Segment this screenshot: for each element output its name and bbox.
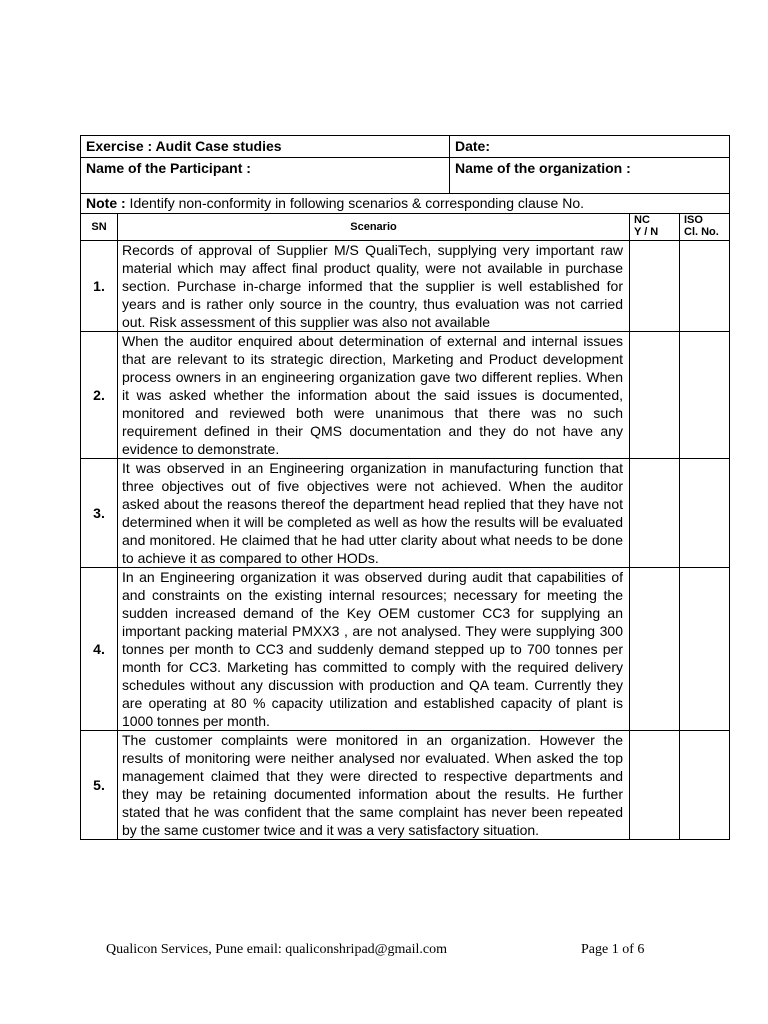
row-scenario: [118, 568, 630, 731]
scenario-text: It was observed in an Engineering organization in manufacturing function that three objectives out of five objectives were not achieved. When the auditor asked about the reasons thereof the department head replied that they have not determined when it will be completed as well as how the results will be evaluated and monitored. He claimed that he had utter clarity about what needs to be done to achieve it as compared to other HODs.: [122, 460, 623, 566]
col-iso-header: [680, 214, 730, 241]
header-row-2: [81, 158, 730, 194]
row-sn: 2.: [81, 332, 118, 459]
note-text: Identify non-conformity in following scenarios & corresponding clause No.: [125, 195, 585, 211]
table-row: [81, 241, 730, 332]
row-scenario: [118, 241, 630, 332]
col-iso-line1: ISO: [684, 214, 703, 226]
date-label: Date:: [455, 138, 491, 154]
iso-clause-cell[interactable]: [680, 568, 730, 731]
nc-answer-cell[interactable]: [630, 241, 680, 332]
row-sn: 4.: [81, 568, 118, 731]
organization-label: Name of the organization :: [455, 160, 631, 176]
table-row: [81, 459, 730, 568]
note-cell: [81, 194, 730, 214]
note-row: [81, 194, 730, 214]
nc-answer-cell[interactable]: [630, 332, 680, 459]
iso-clause-cell[interactable]: [680, 332, 730, 459]
scenario-text: The customer complaints were monitored in an organization. However the results of monitoring were neither analysed nor evaluated. When asked the top management claimed that they were directed to respective departments and they may be retaining documented information about the results. He further stated that he was confident that the same complaint has never been repeated by the same customer twice and it was a very satisfactory situation.: [122, 732, 623, 838]
col-nc-line2: Y / N: [634, 226, 659, 238]
participant-cell[interactable]: [81, 158, 450, 194]
row-scenario: [118, 731, 630, 840]
column-header-row: [81, 214, 730, 241]
iso-clause-cell[interactable]: [680, 731, 730, 840]
footer-contact: Qualicon Services, Pune email: qualiconshripad@gmail.com: [106, 942, 448, 957]
row-scenario: [118, 459, 630, 568]
exercise-cell: [81, 136, 450, 158]
nc-answer-cell[interactable]: [630, 459, 680, 568]
scenario-text: In an Engineering organization it was observed during audit that capabilities of and constraints on the existing internal resources; necessary for meeting the sudden increased demand of the Key OEM customer CC3 for supplying an important packing material PMXX3 , are not analysed. They were supplying 300 tonnes per month to CC3 and suddenly demand stepped up to 700 tonnes per month for CC3. Marketing has committed to comply with the required delivery schedules without any discussion with production and QA team. Currently they are operating at 80 % capacity utilization and established capacity of plant is 1000 tonnes per month.: [122, 569, 623, 729]
scenario-text: When the auditor enquired about determination of external and internal issues that are relevant to its strategic direction, Marketing and Product development process owners in an engineering organization gave two different replies. When it was asked whether the information about the said issues is documented, monitored and reviewed both were unanimous that there was no such requirement defined in their QMS documentation and they do not have any evidence to demonstrate.: [122, 333, 623, 457]
row-sn: 3.: [81, 459, 118, 568]
note-label: Note :: [86, 195, 126, 211]
participant-label: Name of the Participant :: [86, 160, 251, 176]
iso-clause-cell[interactable]: [680, 241, 730, 332]
date-cell[interactable]: [450, 136, 730, 158]
nc-answer-cell[interactable]: [630, 731, 680, 840]
col-nc-header: [630, 214, 680, 241]
col-iso-line2: Cl. No.: [684, 226, 719, 238]
exercise-title: Exercise : Audit Case studies: [86, 138, 282, 154]
row-scenario: [118, 332, 630, 459]
col-scenario-header: Scenario: [118, 214, 630, 241]
nc-answer-cell[interactable]: [630, 568, 680, 731]
footer-page-number: Page 1 of 6: [581, 942, 645, 957]
organization-cell[interactable]: [450, 158, 730, 194]
table-row: [81, 731, 730, 840]
table-row: [81, 568, 730, 731]
col-nc-line1: NC: [634, 214, 650, 226]
table-row: [81, 332, 730, 459]
audit-case-table: [80, 135, 730, 840]
row-sn: 1.: [81, 241, 118, 332]
row-sn: 5.: [81, 731, 118, 840]
iso-clause-cell[interactable]: [680, 459, 730, 568]
header-row-1: [81, 136, 730, 158]
col-sn-header: SN: [81, 214, 118, 241]
scenario-text: Records of approval of Supplier M/S QualiTech, supplying very important raw material which may affect final product quality, were not available in purchase section. Purchase in-charge informed that the supplier is well established for years and is rather only source in the country, thus evaluation was not carried out. Risk assessment of this supplier was also not available: [122, 242, 623, 330]
